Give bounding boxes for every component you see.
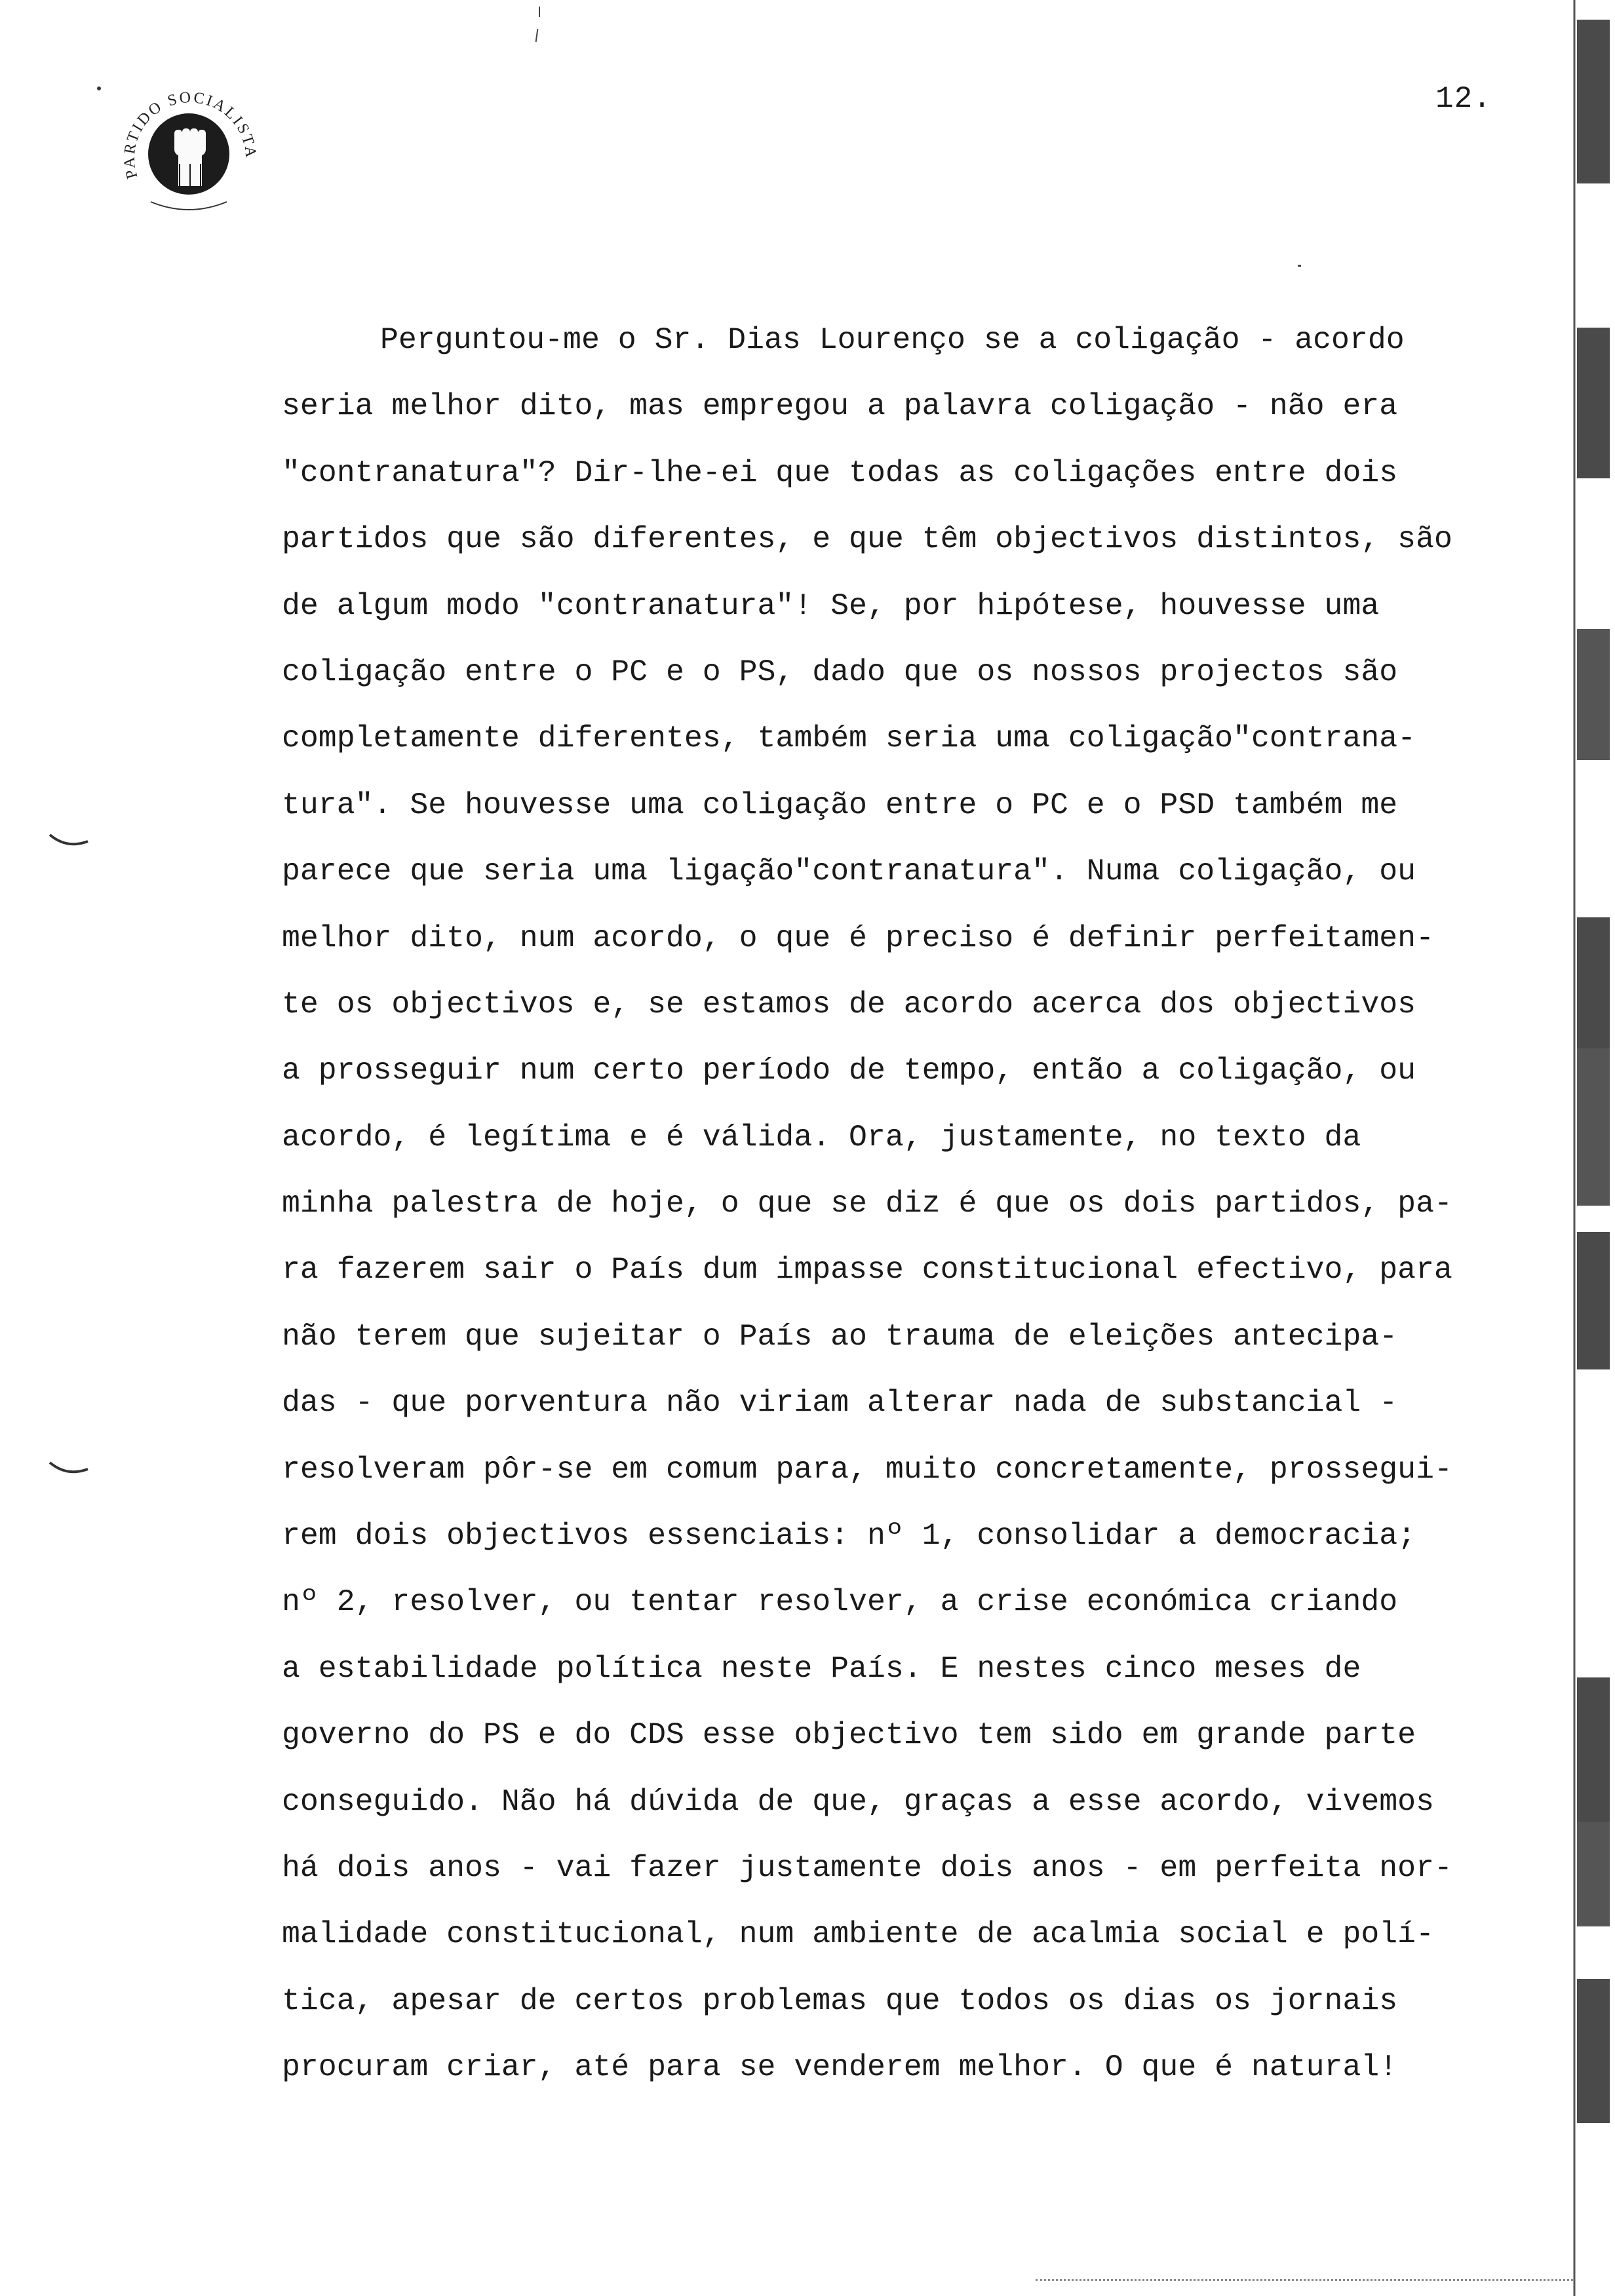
text-line: governo do PS e do CDS esse objectivo tem sido em grande parte [282,1717,1416,1753]
text-line: resolveram pôr-se em comum para, muito concretamente, prossegui- [282,1451,1452,1487]
text-line: completamente diferentes, também seria uma coligação"contrana- [282,721,1416,756]
text-line: seria melhor dito, mas empregou a palavra coligação - não era [282,389,1398,424]
text-line: tica, apesar de certos problemas que todos os dias os jornais [282,1983,1398,2018]
text-line: te os objectivos e, se estamos de acordo acerca dos objectivos [282,986,1416,1022]
stray-tick [535,29,539,42]
party-logo [111,66,262,223]
text-line: a prosseguir num certo período de tempo, então a coligação, ou [282,1053,1416,1088]
punch-hole-mark [47,832,93,852]
logo-ring-text: PARTIDO SOCIALISTA [121,88,260,181]
text-line: rem dois objectivos essenciais: nº 1, consolidar a democracia; [282,1518,1416,1554]
text-line: malidade constitucional, num ambiente de acalmia social e polí- [282,1917,1434,1952]
body-text [282,307,1566,2101]
text-line: partidos que são diferentes, e que têm objectivos distintos, são [282,522,1452,557]
raised-fist-icon [174,128,206,186]
stray-dot [1298,265,1301,267]
text-line: procuram criar, até para se venderem melhor. O que é natural! [282,2050,1398,2085]
scan-bottom-edge [1036,2279,1573,2281]
text-line: de algum modo "contranatura"! Se, por hipótese, houvesse uma [282,588,1380,623]
text-line: não terem que sujeitar o País ao trauma de eleições antecipa- [282,1318,1398,1354]
stray-tick [539,7,540,17]
punch-hole-mark [47,1460,93,1480]
text-line: há dois anos - vai fazer justamente dois anos - em perfeita nor- [282,1850,1452,1885]
text-line: Perguntou-me o Sr. Dias Lourenço se a coligação - acordo [380,322,1405,357]
text-line: conseguido. Não há dúvida de que, graças a esse acordo, vivemos [282,1784,1434,1819]
text-line: a estabilidade política neste País. E nestes cinco meses de [282,1651,1361,1686]
text-line: ra fazerem sair o País dum impasse constitucional efectivo, para [282,1252,1452,1288]
text-line: minha palestra de hoje, o que se diz é que os dois partidos, pa- [282,1186,1452,1221]
page-number: 12. [1435,82,1492,116]
text-line: das - que porventura não viriam alterar nada de substancial - [282,1385,1398,1421]
text-line: tura". Se houvesse uma coligação entre o PC e o PSD também me [282,787,1398,822]
text-line: acordo, é legítima e é válida. Ora, justamente, no texto da [282,1119,1361,1155]
text-line: parece que seria uma ligação"contranatura". Numa coligação, ou [282,854,1416,889]
stray-dot [97,86,101,90]
scan-binding-edge [1569,0,1615,2296]
text-line: melhor dito, num acordo, o que é preciso é definir perfeitamen- [282,920,1434,955]
text-line: nº 2, resolver, ou tentar resolver, a crise económica criando [282,1584,1398,1620]
text-line: coligação entre o PC e o PS, dado que os nossos projectos são [282,654,1398,689]
text-line: "contranatura"? Dir-lhe-ei que todas as coligações entre dois [282,455,1398,490]
